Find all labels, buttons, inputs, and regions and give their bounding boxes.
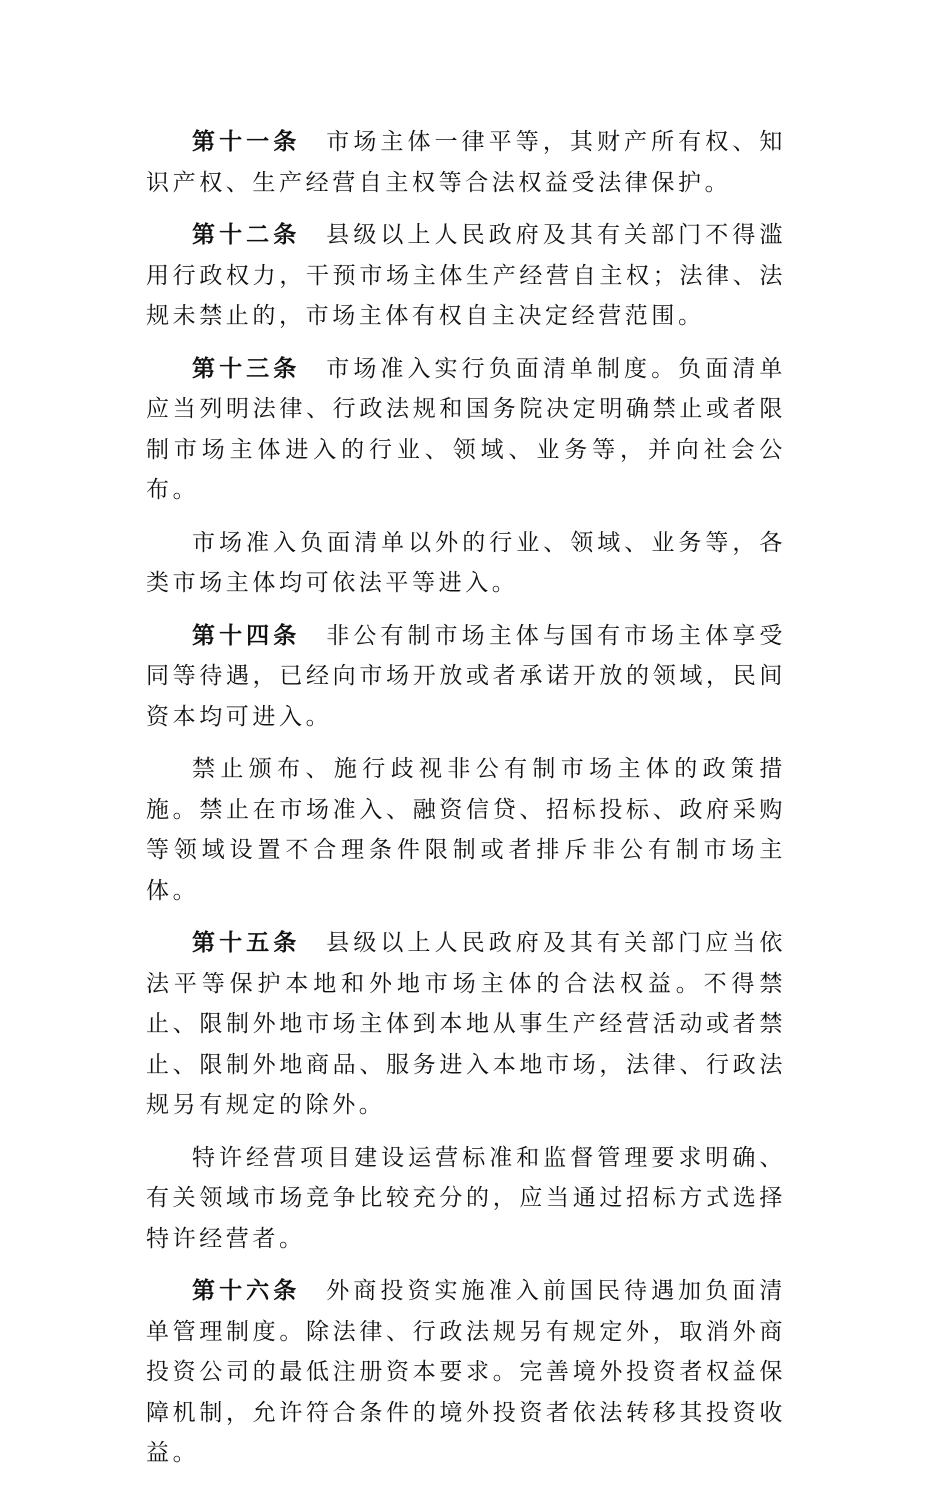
- article-text: 市场准入实行负面清单制度。负面清单应当列明法律、行政法规和国务院决定明确禁止或者限制市场主体进入的行业、领域、业务等，并向社会公布。: [146, 355, 786, 503]
- article-text: 县级以上人民政府及其有关部门应当依法平等保护本地和外地市场主体的合法权益。不得禁止、限制外地市场主体到本地从事生产经营活动或者禁止、限制外地商品、服务进入本地市场，法律、行政法规另有规定的除外。: [146, 930, 786, 1118]
- article-14-paragraph-2: [146, 749, 786, 911]
- paragraph-text: 特许经营项目建设运营标准和监督管理要求明确、有关领域市场竞争比较充分的，应当通过招标方式选择特许经营者。: [146, 1144, 786, 1252]
- article-text: 非公有制市场主体与国有市场主体享受同等待遇，已经向市场开放或者承诺开放的领域，民间资本均可进入。: [146, 622, 786, 730]
- paragraph-text: 市场准入负面清单以外的行业、领域、业务等，各类市场主体均可依法平等进入。: [146, 529, 786, 596]
- article-13: [146, 349, 786, 511]
- article-14: [146, 616, 786, 738]
- article-heading: 第十一条: [192, 129, 301, 155]
- article-text: 县级以上人民政府及其有关部门不得滥用行政权力，干预市场主体生产经营自主权；法律、法规未禁止的，市场主体有权自主决定经营范围。: [146, 222, 786, 329]
- article-12: [146, 215, 786, 337]
- article-text: 市场主体一律平等，其财产所有权、知识产权、生产经营自主权等合法权益受法律保护。: [146, 129, 786, 196]
- article-text: 外商投资实施准入前国民待遇加负面清单管理制度。除法律、行政法规另有规定外，取消外商投资公司的最低注册资本要求。完善境外投资者权益保障机制，允许符合条件的境外投资者依法转移其投资收益。: [146, 1278, 786, 1466]
- article-heading: 第十六条: [192, 1278, 301, 1304]
- article-11: [146, 122, 786, 203]
- paragraph-text: 禁止颁布、施行歧视非公有制市场主体的政策措施。禁止在市场准入、融资信贷、招标投标、政府采购等领域设置不合理条件限制或者排斥非公有制市场主体。: [146, 756, 786, 904]
- article-15: [146, 923, 786, 1126]
- article-heading: 第十三条: [192, 355, 301, 382]
- article-15-paragraph-2: [146, 1138, 786, 1260]
- article-heading: 第十二条: [192, 222, 301, 248]
- article-heading: 第十五条: [192, 930, 301, 956]
- article-16: [146, 1271, 786, 1474]
- article-13-paragraph-2: [146, 523, 786, 604]
- document-body: [146, 122, 786, 1486]
- article-heading: 第十四条: [192, 622, 301, 649]
